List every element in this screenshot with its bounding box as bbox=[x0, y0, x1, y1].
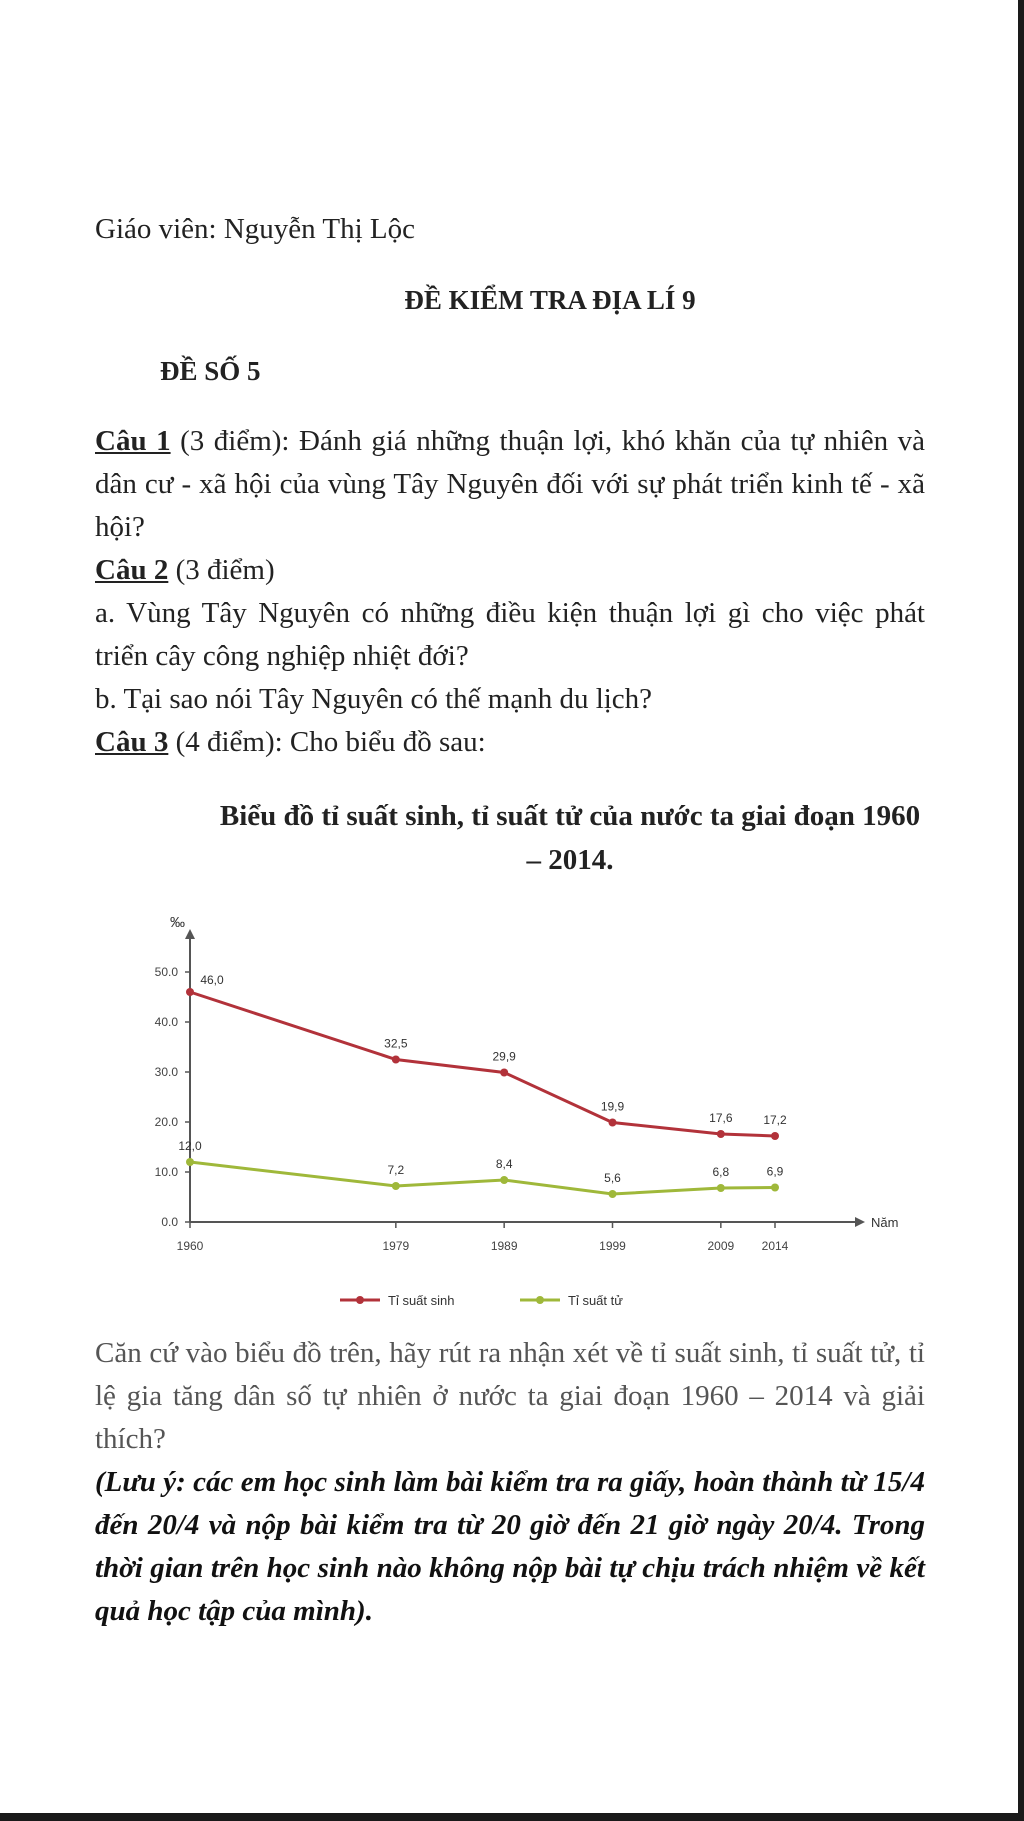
legend-marker-1 bbox=[356, 1296, 364, 1304]
legend-marker-2 bbox=[536, 1296, 544, 1304]
data-point bbox=[392, 1056, 400, 1064]
x-tick-label: 2014 bbox=[761, 1239, 789, 1253]
x-tick-label: 1979 bbox=[382, 1239, 410, 1253]
chart-question: Căn cứ vào biểu đồ trên, hãy rút ra nhận xét về tỉ suất sinh, tỉ suất tử, tỉ lệ gia tăng dân số tự nhiên ở nước ta giai đoạn 1960 – 2014 và giải thích? bbox=[95, 1337, 925, 1455]
question-1-label: Câu 1 bbox=[95, 425, 171, 457]
y-tick-label: 0.0 bbox=[161, 1215, 178, 1229]
data-point bbox=[500, 1176, 508, 1184]
data-label: 17,6 bbox=[709, 1111, 733, 1125]
data-point bbox=[186, 1158, 194, 1166]
data-label: 12,0 bbox=[178, 1139, 202, 1153]
y-tick-label: 40.0 bbox=[154, 1015, 178, 1029]
y-tick-label: 10.0 bbox=[154, 1165, 178, 1179]
data-label: 19,9 bbox=[600, 1099, 625, 1114]
y-tick-label: 30.0 bbox=[154, 1065, 178, 1079]
chart-title: Biểu đồ tỉ suất sinh, tỉ suất tử của nước ta giai đoạn 1960 – 2014. bbox=[219, 800, 921, 876]
x-tick-label: 2009 bbox=[707, 1239, 735, 1253]
data-label: 5,6 bbox=[604, 1171, 621, 1185]
x-tick-label: 1999 bbox=[599, 1239, 626, 1253]
question-2a: a. Vùng Tây Nguyên có những điều kiện thuận lợi gì cho việc phát triển cây công nghiệp nhiệt đới? bbox=[95, 597, 925, 672]
question-3-text: (4 điểm): Cho biểu đồ sau: bbox=[168, 726, 486, 758]
question-1-text: (3 điểm): Đánh giá những thuận lợi, khó khăn của tự nhiên và dân cư - xã hội của vùng Tây Nguyên đối với sự phát triển kinh tế - xã hội? bbox=[95, 425, 925, 543]
exam-code: ĐỀ SỐ 5 bbox=[160, 356, 261, 386]
question-2-label: Câu 2 bbox=[95, 554, 169, 586]
data-label: 29,9 bbox=[492, 1049, 516, 1064]
line-chart bbox=[95, 902, 925, 1332]
question-3 bbox=[95, 721, 925, 764]
x-tick-label: 1989 bbox=[490, 1239, 518, 1253]
page-bottom-edge bbox=[0, 1813, 1024, 1821]
data-point bbox=[186, 988, 194, 996]
exam-title: ĐỀ KIỂM TRA ĐỊA LÍ 9 bbox=[404, 285, 696, 315]
x-axis-title: Năm bbox=[871, 1215, 899, 1230]
question-2 bbox=[95, 549, 925, 592]
data-point bbox=[771, 1184, 779, 1192]
data-point bbox=[717, 1130, 725, 1138]
data-point bbox=[609, 1190, 617, 1198]
y-tick-label: 20.0 bbox=[154, 1115, 178, 1129]
question-2b: b. Tại sao nói Tây Nguyên có thế mạnh du lịch? bbox=[95, 683, 653, 715]
submission-note: (Lưu ý: các em học sinh làm bài kiểm tra ra giấy, hoàn thành từ 15/4 đến 20/4 và nộp bài kiểm tra từ 20 giờ đến 21 giờ ngày 20/4. Trong thời gian trên học sinh nào không nộp bài tự chịu trách nhiệm về kết quả học tập của mình). bbox=[95, 1466, 925, 1627]
y-axis-arrow bbox=[185, 929, 195, 939]
data-point bbox=[500, 1069, 508, 1077]
data-label: 46,0 bbox=[200, 973, 224, 987]
legend-label-1: Tỉ suất sinh bbox=[388, 1293, 455, 1308]
data-point bbox=[392, 1182, 400, 1190]
data-label: 6,8 bbox=[712, 1165, 730, 1179]
series-line-1 bbox=[190, 992, 775, 1136]
legend-label-2: Tỉ suất tử bbox=[568, 1293, 623, 1308]
y-tick-label: 50.0 bbox=[154, 965, 178, 979]
series-line-2 bbox=[190, 1162, 775, 1194]
data-label: 17,2 bbox=[763, 1113, 787, 1127]
x-axis-arrow bbox=[855, 1217, 865, 1227]
question-1 bbox=[95, 420, 925, 549]
teacher-line: Giáo viên: Nguyễn Thị Lộc bbox=[95, 213, 416, 245]
y-axis-unit: ‰ bbox=[170, 914, 185, 931]
data-label: 6,9 bbox=[766, 1164, 784, 1179]
question-3-label: Câu 3 bbox=[95, 726, 169, 758]
data-point bbox=[717, 1184, 725, 1192]
x-tick-label: 1960 bbox=[176, 1239, 204, 1253]
exam-document bbox=[95, 208, 925, 1633]
data-label: 32,5 bbox=[384, 1036, 408, 1051]
data-point bbox=[771, 1132, 779, 1140]
data-label: 8,4 bbox=[495, 1157, 513, 1171]
chart-svg bbox=[95, 902, 925, 1332]
page-right-edge bbox=[1018, 0, 1024, 1821]
data-label: 7,2 bbox=[387, 1163, 405, 1177]
question-2-text: (3 điểm) bbox=[168, 554, 275, 586]
data-point bbox=[609, 1119, 617, 1127]
